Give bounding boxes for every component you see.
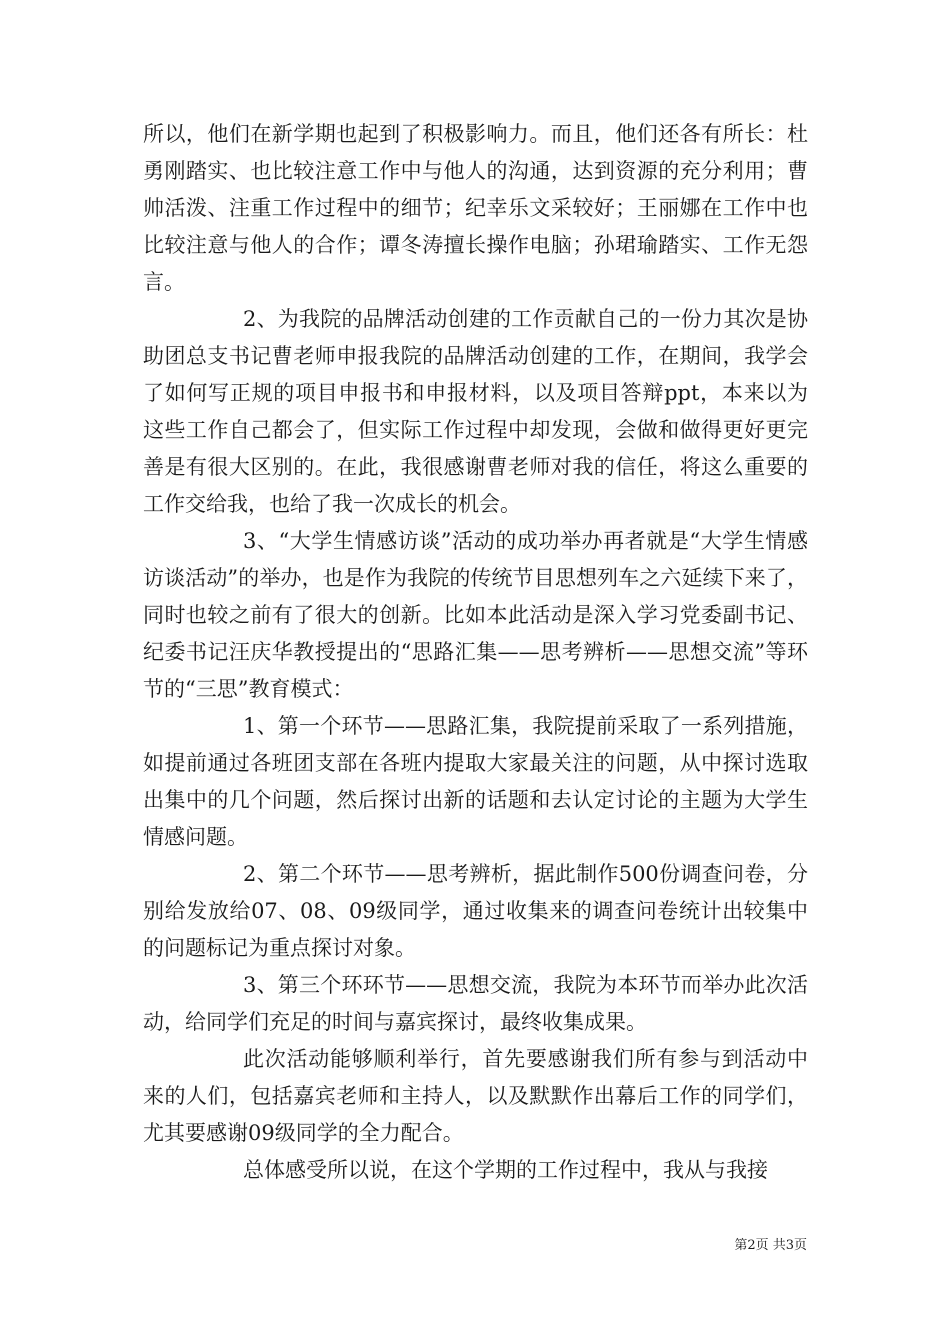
paragraph-1: 所以，他们在新学期也起到了积极影响力。而且，他们还各有所长：杜勇刚踏实、也比较注意工作中与他人的沟通，达到资源的充分利用；曹帅活泼、注重工作过程中的细节；纪幸乐文采较好；王丽娜在工作中也比较注意与他人的合作；谭冬涛擅长操作电脑；孙珺瑜踏实、工作无怨言。 <box>143 122 808 294</box>
page-number-footer: 第2页 共3页 <box>734 1238 807 1253</box>
paragraph-4: 1、第一个环节——思路汇集，我院提前采取了一系列措施，如提前通过各班团支部在各班内提取大家最关注的问题，从中探讨选取出集中的几个问题，然后探讨出新的话题和去认定讨论的主题为大学生情感问题。 <box>143 714 808 849</box>
paragraph-8: 总体感受所以说，在这个学期的工作过程中，我从与我接 <box>243 1158 768 1182</box>
paragraph-5: 2、第二个环节——思考辨析，据此制作500份调查问卷，分别给发放给07、08、09级同学，通过收集来的调查问卷统计出较集中的问题标记为重点探讨对象。 <box>143 862 808 960</box>
body-text <box>143 116 808 1189</box>
paragraph-7: 此次活动能够顺利举行，首先要感谢我们所有参与到活动中来的人们，包括嘉宾老师和主持人，以及默默作出幕后工作的同学们，尤其要感谢09级同学的全力配合。 <box>143 1047 808 1145</box>
paragraph-3: 3、“大学生情感访谈”活动的成功举办再者就是“大学生情感访谈活动”的举办，也是作为我院的传统节目思想列车之六延续下来了，同时也较之前有了很大的创新。比如本此活动是深入学习党委副书记、纪委书记汪庆华教授提出的“思路汇集——思考辨析——思想交流”等环节的“三思”教育模式： <box>143 529 808 701</box>
paragraph-6: 3、第三个环环节——思想交流，我院为本环节而举办此次活动，给同学们充足的时间与嘉宾探讨，最终收集成果。 <box>143 973 808 1034</box>
paragraph-2: 2、为我院的品牌活动创建的工作贡献自己的一份力其次是协助团总支书记曹老师申报我院的品牌活动创建的工作，在期间，我学会了如何写正规的项目申报书和申报材料，以及项目答辩ppt，本来以为这些工作自己都会了，但实际工作过程中却发现，会做和做得更好更完善是有很大区别的。在此，我很感谢曹老师对我的信任，将这么重要的工作交给我，也给了我一次成长的机会。 <box>143 307 808 516</box>
